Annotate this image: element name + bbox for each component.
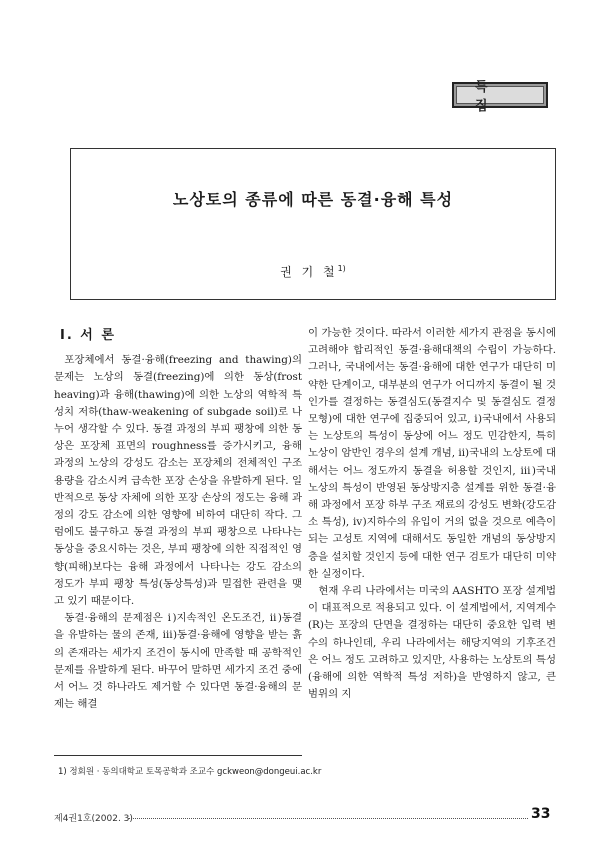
section-heading: Ⅰ. 서 론 bbox=[60, 328, 116, 343]
footnote: 1) 정회원 · 동의대학교 토목공학과 조교수 gckweon@dongeui.ac.kr bbox=[58, 767, 322, 777]
title-box bbox=[70, 148, 556, 300]
paragraph: 이 가능한 것이다. 따라서 이러한 세가지 관점을 동시에 고려해야 합리적인 동결·융해대책의 수립이 가능하다. 그러나, 국내에서는 동결·융해에 대한 연구가 대단히 미약한 단계이고, 대부분의 연구가 어디까지 동결이 될 것인가를 결정하는 동결심도(동결지수 및 동결심도 결정 모형)에 대한 연구에 집중되어 있고, ⅰ)국내에서 사용되는 노상토의 특성이 동상에 어느 정도 민감한지, 특히 노상이 암반인 경우의 설계 개념, ⅱ)국내의 노상토에 대해서는 어느 정도까지 동결을 허용할 것인지, ⅲ)국내 노상의 특성이 반영된 동상방지층 설계를 위한 동결·융해 과정에서 포장 하부 구조 재료의 강성도 변화(강도감소 특성), ⅳ)지하수의 유입이 거의 없을 것으로 예측이 되는 고성토 지역에 대해서도 동일한 개념의 동상방지층을 설치할 것인지 등에 대한 연구 검토가 대단히 미약한 실정이다. bbox=[308, 327, 556, 580]
issue-label: 제4권1호(2002. 3) bbox=[54, 814, 133, 824]
author-name: 권 기 철 bbox=[280, 265, 338, 279]
footnote-divider bbox=[54, 755, 302, 756]
paragraph: 현재 우리 나라에서는 미국의 AASHTO 포장 설계법이 대표적으로 적용되고 있다. 이 설계법에서, 지역계수(R)는 포장의 단면을 결정하는 대단히 중요한 입력 변수의 하나인데, 우리 나라에서는 해당지역의 기후조건은 어느 정도 고려하고 있지만, 사용하는 노상토의 특성(융해에 의한 역학적 특성 저하)을 반영하지 않고, 큰 범위의 지 bbox=[308, 585, 556, 701]
section-badge bbox=[452, 80, 548, 114]
section-badge-label: 특 집 bbox=[456, 86, 544, 104]
paragraph: 동결·융해의 문제점은 ⅰ)지속적인 온도조건, ⅱ)동결을 유발하는 물의 존재, ⅲ)동결·융해에 영향을 받는 흙의 존재라는 세가지 조건이 동시에 만족할 때 공학적인 문제를 유발하게 된다. 바꾸어 말하면 세가지 조건 중에서 어느 것 하나라도 제거할 수 있다면 동결·융해의 문제는 해결 bbox=[54, 612, 302, 711]
author-footnote-mark: 1) bbox=[337, 264, 346, 273]
page-title: 노상토의 종류에 따른 동결·융해 특성 bbox=[172, 190, 454, 209]
page-number: 33 bbox=[531, 806, 551, 822]
footer-leader bbox=[128, 818, 528, 819]
left-column bbox=[54, 325, 302, 713]
paragraph: 포장체에서 동결·융해(freezing and thawing)의 문제는 노상의 동결(freezing)에 의한 동상(frost heaving)과 융해(thawing)에 의한 노상의 역학적 특성치 저하(thaw-weakening of subgade soil)로 나누어 생각할 수 있다. 동결 과정의 부피 팽창에 의한 동상은 포장체 표면의 roughness를 증가시키고, 융해 과정의 노상의 강성도 감소는 포장체의 전체적인 구조용량을 감소시켜 급속한 포장 손상을 유발하게 된다. 일반적으로 동상 자체에 의한 포장 손상의 정도는 융해 과정의 강도 감소에 의한 영향에 비하여 대단히 작다. 그럼에도 불구하고 동결 과정의 부피 팽창으로 나타나는 동상을 중요시하는 것은, 부피 팽창에 의한 직접적인 영향(피해)보다는 융해 과정에서 나타나는 강도 감소의 정도가 부피 팽창 특성(동상특성)과 밀접한 관련을 맺고 있기 때문이다. bbox=[54, 354, 302, 608]
right-column bbox=[308, 325, 556, 703]
author-line bbox=[71, 263, 555, 280]
